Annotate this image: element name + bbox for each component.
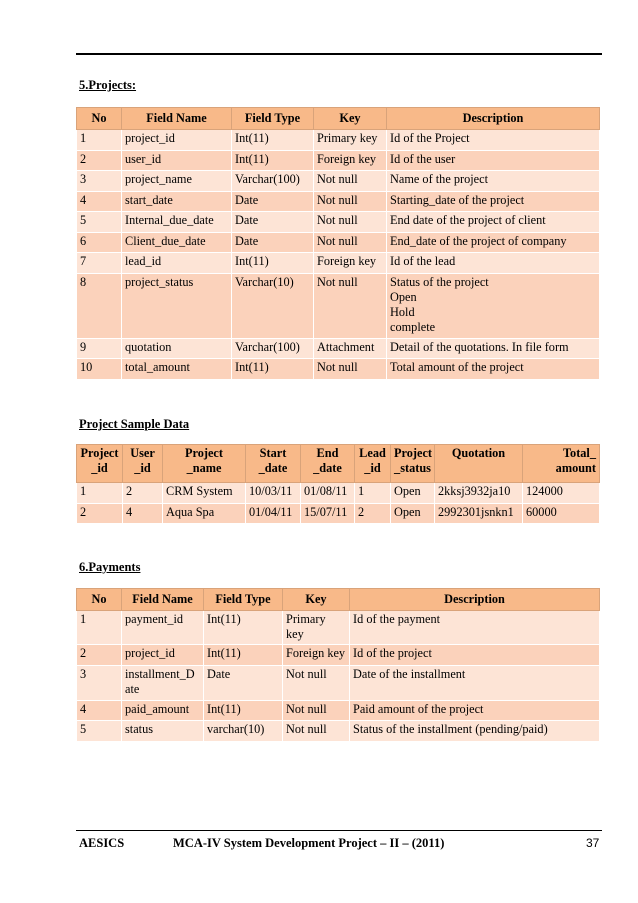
cell-no: 3 [77, 171, 122, 192]
cell-field-name-line: payment_id [125, 612, 184, 626]
cell-key: Foreign key [283, 645, 350, 666]
sample-cell: CRM System [163, 483, 246, 504]
col-description: Description [350, 589, 600, 611]
sample-cell: 60000 [523, 503, 600, 524]
sample-cell: Open [391, 503, 435, 524]
cell-description: Date of the installment [350, 665, 600, 700]
cell-no: 4 [77, 700, 122, 721]
cell-description-line: End date of the project of client [390, 213, 546, 227]
col-field-name: Field Name [122, 589, 204, 611]
cell-key: Not null [314, 212, 387, 233]
cell-description-line: Hold [390, 304, 415, 319]
cell-no: 1 [77, 611, 122, 645]
cell-description: Id of the payment [350, 611, 600, 645]
sample-cell: 10/03/11 [246, 483, 301, 504]
cell-field-name-line: paid_amount [125, 701, 190, 716]
cell-field-type: Varchar(10) [232, 273, 314, 338]
cell-field-name: total_amount [122, 359, 232, 380]
table-row [77, 721, 600, 742]
cell-key: Not null [314, 171, 387, 192]
cell-description-line: Status of the project [390, 274, 489, 289]
cell-no: 5 [77, 721, 122, 742]
payments-header-row [77, 589, 600, 611]
cell-description [387, 338, 600, 359]
cell-field-name: Client_due_date [122, 232, 232, 253]
cell-description [387, 150, 600, 171]
cell-key: Not null [283, 700, 350, 721]
sample-cell: Open [391, 483, 435, 504]
sample-col-header-line: _name [186, 461, 222, 475]
table-row [77, 130, 600, 151]
cell-description-line: Detail of the quotations. In file form [390, 339, 569, 354]
cell-key: Foreign key [314, 150, 387, 171]
cell-no: 9 [77, 338, 122, 359]
cell-field-name-line: ate [125, 681, 140, 696]
cell-description: Status of the installment (pending/paid) [350, 721, 600, 742]
sample-col-header-line: _id [364, 461, 381, 475]
sample-col-header-line: _date [313, 461, 342, 475]
cell-no: 6 [77, 232, 122, 253]
col-description: Description [387, 108, 600, 130]
table-row [77, 359, 600, 380]
cell-field-name [122, 700, 204, 721]
cell-field-name [122, 611, 204, 645]
table-row [77, 483, 600, 504]
sample-cell: 15/07/11 [301, 503, 355, 524]
sample-cell: Aqua Spa [163, 503, 246, 524]
sample-col-header-line: Total_ [562, 446, 596, 460]
footer-rule [76, 830, 602, 831]
cell-field-type: Int(11) [204, 645, 283, 666]
cell-no: 8 [77, 273, 122, 338]
cell-field-type: Int(11) [204, 611, 283, 645]
sample-cell: 2 [123, 483, 163, 504]
cell-description [387, 191, 600, 212]
payments-heading: 6.Payments [79, 560, 141, 574]
cell-field-name: project_name [122, 171, 232, 192]
cell-description: Paid amount of the project [350, 700, 600, 721]
cell-field-type: Varchar(100) [232, 171, 314, 192]
cell-key: Not null [283, 721, 350, 742]
table-row [77, 150, 600, 171]
cell-field-type: Int(11) [232, 130, 314, 151]
cell-field-name-line: project_id [125, 646, 175, 660]
cell-no: 2 [77, 645, 122, 666]
sample-col-header-line: Project [394, 446, 433, 460]
cell-description-line: End_date of the project of company [390, 233, 567, 248]
cell-description [387, 273, 600, 338]
cell-field-name: project_id [122, 130, 232, 151]
cell-description-line: Open [390, 289, 417, 304]
cell-key: Not null [314, 232, 387, 253]
sample-col-header-line: amount [555, 461, 596, 475]
sample-col-header [355, 445, 391, 483]
sample-col-header-line: Lead [359, 446, 386, 460]
cell-field-name: user_id [122, 150, 232, 171]
sample-data-heading: Project Sample Data [79, 417, 190, 431]
sample-col-header-line: _id [134, 461, 151, 475]
cell-description-line: Total amount of the project [390, 360, 524, 374]
sample-col-header-line: Project [184, 446, 223, 460]
sample-cell: 2kksj3932ja10 [435, 483, 523, 504]
cell-key: Not null [283, 665, 350, 700]
sample-col-header-line: Start [259, 446, 287, 460]
col-field-name: Field Name [122, 108, 232, 130]
table-row [77, 611, 600, 645]
cell-key: Primary key [314, 130, 387, 151]
cell-description-line: Id of the lead [390, 254, 456, 268]
sample-col-header [523, 445, 600, 483]
cell-description-line: Id of the Project [390, 131, 470, 145]
cell-field-name: Internal_due_date [122, 212, 232, 233]
cell-key: Not null [314, 359, 387, 380]
cell-field-name [122, 665, 204, 700]
table-row [77, 191, 600, 212]
payments-table [76, 588, 600, 742]
cell-field-type: Int(11) [232, 150, 314, 171]
cell-field-name-line: status [125, 722, 154, 736]
sample-col-header [301, 445, 355, 483]
cell-no: 10 [77, 359, 122, 380]
cell-key: Primary key [283, 611, 350, 645]
cell-description [387, 253, 600, 274]
cell-field-type: Date [232, 191, 314, 212]
table-row [77, 212, 600, 233]
cell-field-type: Date [232, 232, 314, 253]
cell-description [387, 171, 600, 192]
cell-field-type: varchar(10) [204, 721, 283, 742]
sample-col-header-line: Project [80, 446, 119, 460]
cell-description [387, 359, 600, 380]
sample-col-header-line: _id [91, 461, 108, 475]
cell-field-name [122, 645, 204, 666]
sample-col-header [391, 445, 435, 483]
cell-key: Not null [314, 273, 387, 338]
sample-header-row [77, 445, 600, 483]
cell-description [387, 212, 600, 233]
projects-table [76, 107, 600, 380]
sample-col-header [163, 445, 246, 483]
sample-col-header-line: _status [394, 461, 431, 475]
table-row [77, 503, 600, 524]
cell-field-type: Int(11) [204, 700, 283, 721]
cell-field-type: Varchar(100) [232, 338, 314, 359]
table-row [77, 232, 600, 253]
sample-col-header-line: End [316, 446, 339, 460]
col-no: No [77, 108, 122, 130]
cell-description [387, 232, 600, 253]
cell-field-name: lead_id [122, 253, 232, 274]
projects-heading: 5.Projects: [79, 78, 137, 92]
page-number: 37 [586, 836, 600, 850]
sample-col-header [246, 445, 301, 483]
cell-no: 2 [77, 150, 122, 171]
sample-col-header [435, 445, 523, 483]
projects-header-row [77, 108, 600, 130]
sample-cell: 4 [123, 503, 163, 524]
sample-data-table [76, 444, 600, 524]
col-field-type: Field Type [232, 108, 314, 130]
cell-key: Not null [314, 191, 387, 212]
footer-title: MCA-IV System Development Project – II – (2011) [173, 836, 445, 850]
table-row [77, 338, 600, 359]
cell-field-name [122, 721, 204, 742]
cell-no: 4 [77, 191, 122, 212]
table-row [77, 665, 600, 700]
cell-field-type: Date [232, 212, 314, 233]
cell-field-name: project_status [122, 273, 232, 338]
sample-cell: 2992301jsnkn1 [435, 503, 523, 524]
col-key: Key [283, 589, 350, 611]
sample-col-header-line: _date [258, 461, 288, 475]
col-field-type: Field Type [204, 589, 283, 611]
sample-col-header [77, 445, 123, 483]
cell-field-name: start_date [122, 191, 232, 212]
col-key: Key [314, 108, 387, 130]
top-rule [76, 53, 602, 55]
sample-cell: 124000 [523, 483, 600, 504]
table-row [77, 253, 600, 274]
cell-description: Id of the project [350, 645, 600, 666]
sample-cell: 01/04/11 [246, 503, 301, 524]
cell-description-line: complete [390, 319, 436, 334]
cell-no: 5 [77, 212, 122, 233]
table-row [77, 273, 600, 338]
cell-field-name: quotation [122, 338, 232, 359]
table-row [77, 645, 600, 666]
sample-cell: 2 [355, 503, 391, 524]
sample-cell: 1 [355, 483, 391, 504]
footer-institution: AESICS [79, 836, 125, 850]
cell-no: 3 [77, 665, 122, 700]
cell-description-line: Id of the user [390, 151, 456, 166]
cell-field-type: Int(11) [232, 253, 314, 274]
cell-no: 7 [77, 253, 122, 274]
table-row [77, 700, 600, 721]
sample-col-header [123, 445, 163, 483]
cell-no: 1 [77, 130, 122, 151]
cell-description-line: Starting_date of the project [390, 192, 525, 207]
sample-cell: 2 [77, 503, 123, 524]
cell-key: Foreign key [314, 253, 387, 274]
cell-description [387, 130, 600, 151]
cell-field-name-line: installment_D [125, 666, 195, 681]
cell-key: Attachment [314, 338, 387, 359]
table-row [77, 171, 600, 192]
sample-cell: 1 [77, 483, 123, 504]
sample-cell: 01/08/11 [301, 483, 355, 504]
cell-field-type: Int(11) [232, 359, 314, 380]
cell-description-line: Name of the project [390, 172, 488, 186]
sample-col-header-line: User [130, 446, 155, 460]
cell-field-type: Date [204, 665, 283, 700]
sample-col-header-line: Quotation [451, 446, 506, 460]
col-no: No [77, 589, 122, 611]
